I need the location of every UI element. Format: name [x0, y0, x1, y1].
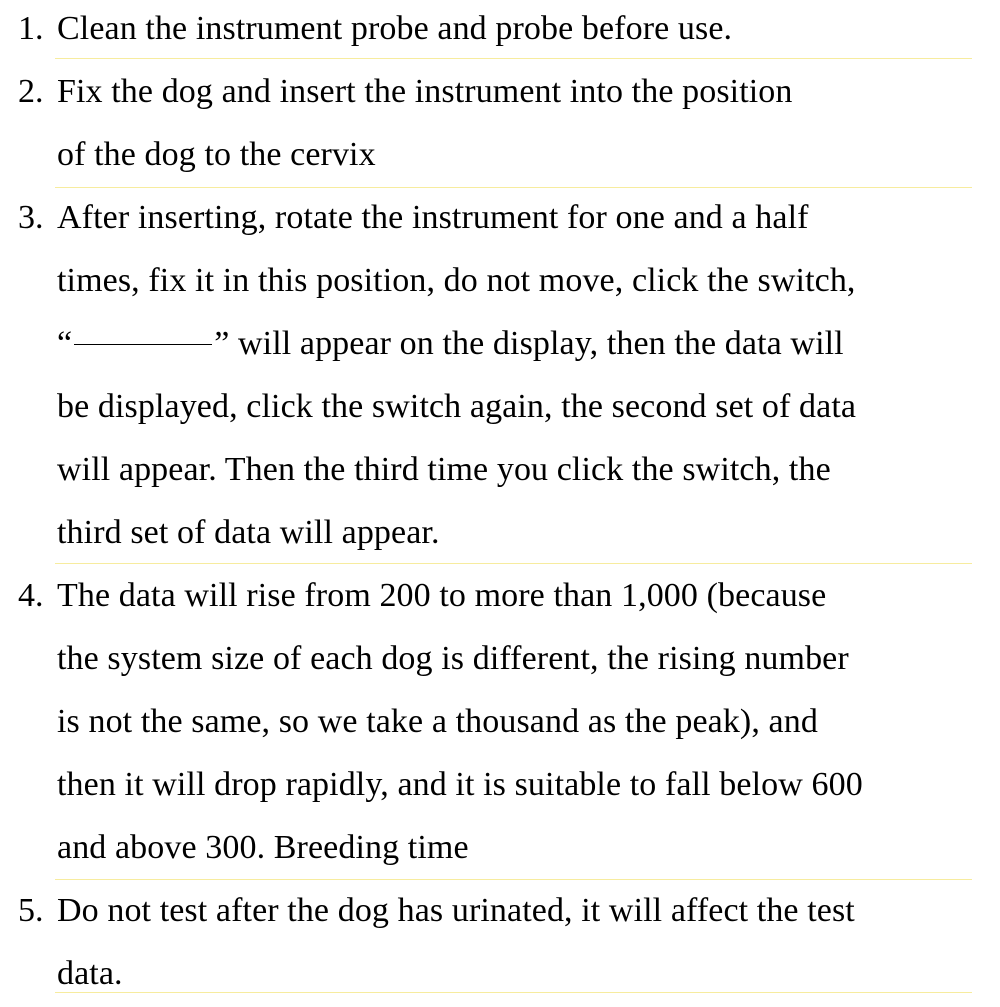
list-item-3	[0, 189, 1000, 251]
item-text: then it will drop rapidly, and it is suitable to fall below 600	[57, 766, 863, 803]
list-item-2-continuation	[0, 126, 1000, 188]
list-item-3-continuation	[0, 315, 1000, 377]
item-text: and above 300. Breeding time	[57, 829, 469, 866]
list-item-1	[0, 0, 1000, 62]
item-text: third set of data will appear.	[57, 514, 440, 551]
item-text: is not the same, so we take a thousand as the peak), and	[57, 703, 818, 740]
underline-rule	[55, 187, 972, 188]
list-item-4	[0, 567, 1000, 629]
underline-rule	[55, 58, 972, 59]
item-number: 3.	[18, 199, 44, 236]
item-text: will appear. Then the third time you click the switch, the	[57, 451, 831, 488]
item-number: 1.	[18, 10, 44, 47]
item-text: Clean the instrument probe and probe before use.	[57, 10, 733, 47]
underline-rule	[55, 992, 972, 993]
list-item-3-continuation	[0, 252, 1000, 314]
underline-rule	[55, 563, 972, 564]
list-item-4-continuation	[0, 819, 1000, 881]
item-text: data.	[57, 955, 123, 992]
display-dash-blank	[74, 344, 212, 345]
item-text: be displayed, click the switch again, the second set of data	[57, 388, 857, 425]
item-text: Fix the dog and insert the instrument into the position	[57, 73, 793, 110]
item-text: The data will rise from 200 to more than 1,000 (because	[57, 577, 827, 614]
list-item-4-continuation	[0, 756, 1000, 818]
list-item-5	[0, 882, 1000, 944]
list-item-3-continuation	[0, 441, 1000, 503]
item-text: times, fix it in this position, do not move, click the switch,	[57, 262, 856, 299]
item-number: 5.	[18, 892, 44, 929]
list-item-4-continuation	[0, 630, 1000, 692]
underline-rule	[55, 879, 972, 880]
item-number: 4.	[18, 577, 44, 614]
item-text: Do not test after the dog has urinated, it will affect the test	[57, 892, 855, 929]
list-item-3-continuation	[0, 378, 1000, 440]
list-item-3-continuation	[0, 504, 1000, 566]
item-text: of the dog to the cervix	[57, 136, 376, 173]
item-number: 2.	[18, 73, 44, 110]
list-item-4-continuation	[0, 693, 1000, 755]
list-item-2	[0, 63, 1000, 125]
open-quote: “	[57, 325, 73, 362]
list-item-5-continuation	[0, 945, 1000, 1007]
item-text: After inserting, rotate the instrument for one and a half	[57, 199, 809, 236]
item-text: ” will appear on the display, then the data will	[214, 325, 844, 362]
item-text: the system size of each dog is different, the rising number	[57, 640, 849, 677]
